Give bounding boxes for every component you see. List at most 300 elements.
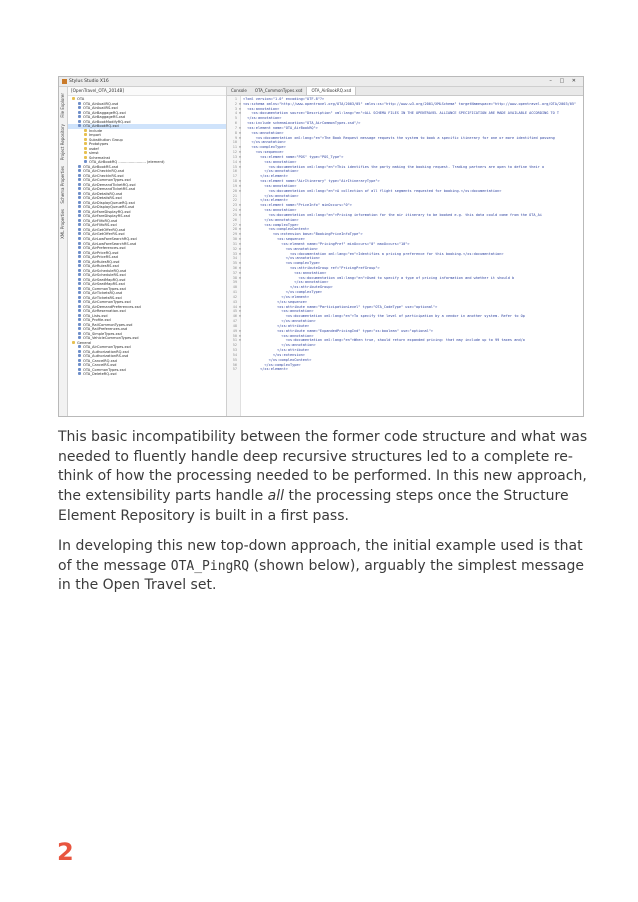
line-number: 27: [232, 222, 237, 227]
code-line-text: </xs:annotation>: [243, 193, 299, 198]
code-line-text: <xs:annotation>: [243, 208, 297, 213]
code-line-text: </xs:complexType>: [243, 362, 301, 367]
file-icon: [78, 260, 81, 263]
line-number: 4: [234, 111, 237, 116]
tree-item-label: OTA_AirTicketsRS.xsd: [83, 295, 122, 300]
code-line-text: <xs:attribute name="ParticipationLevel" type="OTA_CodeType" use="optional">: [243, 304, 438, 309]
file-icon: [78, 214, 81, 217]
tree-item-label: OTA_AirDisplayQueueRQ.xsd: [83, 200, 135, 205]
line-number: 49: [232, 328, 237, 333]
line-number: 38: [232, 275, 237, 280]
code-line-text: </xs:element>: [243, 198, 288, 203]
tree-item-label: OTA_CancelRS.xsd: [83, 363, 117, 368]
code-line-text: <?xml version="1.0" encoding="UTF-8"?>: [243, 97, 325, 101]
tree-item-label: xsdef: [89, 146, 99, 151]
line-number: 15: [232, 164, 237, 169]
line-number: 18: [232, 179, 237, 184]
line-number: 32: [232, 246, 237, 251]
file-icon: [78, 300, 81, 303]
tree-item-label: Substitution Group: [89, 137, 123, 142]
line-number: 23: [232, 203, 237, 208]
folder-icon: [84, 138, 87, 141]
code-line-text: <xs:schema xmlns="http://www.opentravel.org/OTA/2003/05" xmlns:xs="http://www.w3.org/2001/XMLSchema" targetNamespace="http://www.opentravel.org/OTA/2003/05": [243, 101, 577, 106]
code-lines: [227, 97, 583, 372]
folder-icon: [84, 151, 87, 154]
tree-item-label: OTA_AirFlifoRS.xsd: [83, 223, 117, 228]
code-line: [227, 102, 583, 107]
file-icon: [78, 242, 81, 245]
line-number: 16: [232, 169, 237, 174]
file-icon: [78, 264, 81, 267]
file-icon: [78, 196, 81, 199]
tab-ota-airbookrq[interactable]: OTA_AirBookRQ.xsd: [306, 87, 356, 95]
tree-item-label: OTA_AirScheduleRQ.xsd: [83, 268, 127, 273]
file-icon: [78, 210, 81, 213]
line-number: 37: [232, 270, 237, 275]
tree-item-label: Import: [89, 133, 101, 138]
tree-item-label: OTA_AirCheckInRS.xsd: [83, 173, 124, 178]
tree-item-label: OTA_RailCommonTypes.xsd: [83, 322, 133, 327]
file-icon: [78, 296, 81, 299]
file-icon: [78, 120, 81, 123]
fold-marker[interactable]: ⊟: [238, 314, 242, 319]
tree-item-label: OTA_AirBookRQ ........................ (element): [89, 160, 165, 165]
code-area[interactable]: [227, 96, 583, 416]
file-icon: [78, 278, 81, 281]
tree-item-label: OTA_AuthorizationRQ.xsd: [83, 349, 129, 354]
code-line-text: <xs:documentation xml:lang="en">The Book Request message requests the system to book a specific itinerary for one or more identified passeng: [243, 135, 555, 140]
code-line-text: <xs:annotation>: [243, 183, 297, 188]
file-icon: [78, 106, 81, 109]
fold-marker[interactable]: ⊟: [238, 208, 242, 213]
fold-marker[interactable]: ⊟: [238, 164, 242, 169]
line-number: 50: [232, 333, 237, 338]
line-number: 41: [232, 290, 237, 295]
fold-marker[interactable]: ⊟: [238, 265, 242, 270]
file-icon: [78, 246, 81, 249]
tree-item-label: OTA_AirBookRQ.xsd: [83, 124, 119, 129]
line-number: 54: [232, 352, 237, 357]
tree-item-label: Include: [89, 128, 103, 133]
code-line-text: </xs:element>: [243, 367, 288, 372]
tree-item-label: OTA_AirBookModifyRQ.xsd: [83, 119, 131, 124]
tree-item-label: OTA_AirTicketsRQ.xsd: [83, 291, 123, 296]
file-icon: [78, 251, 81, 254]
line-number: 43: [232, 299, 237, 304]
fold-marker[interactable]: ⊟: [238, 232, 242, 237]
tree-item-label: OTA_AirDisplayQueueRS.xsd: [83, 205, 135, 210]
tree-item-label: OTA_AirCheckInRQ.xsd: [83, 169, 125, 174]
line-number: 40: [232, 285, 237, 290]
line-number: 51: [232, 338, 237, 343]
folder-icon: [84, 156, 87, 159]
code-line-text: <xs:element name="PricingPref" minOccurs="0" maxOccurs="10">: [243, 241, 410, 246]
line-number: 14: [232, 159, 237, 164]
fold-marker[interactable]: ⊟: [238, 275, 242, 280]
line-number: 44: [232, 304, 237, 309]
tree-item-label: OTA_AirDetailsRQ.xsd: [83, 191, 123, 196]
line-number: 31: [232, 241, 237, 246]
line-number: 28: [232, 227, 237, 232]
line-number: 9: [234, 135, 237, 140]
file-icon: [78, 345, 81, 348]
file-icon: [78, 287, 81, 290]
app-icon: [62, 79, 67, 84]
file-icon: [78, 169, 81, 172]
file-icon: [78, 187, 81, 190]
line-number: 21: [232, 193, 237, 198]
tree-item-label: OTA_AirCommonTypes.xsd: [83, 345, 131, 350]
code-line-text: </xs:annotation>: [243, 319, 316, 324]
code-line-text: </xs:sequence>: [243, 299, 308, 304]
code-line-text: <xs:sequence>: [243, 237, 305, 242]
tree-item-label: OTA_AirSeatMapRQ.xsd: [83, 277, 126, 282]
side-tab-strip: [59, 87, 68, 416]
folder-icon: [84, 147, 87, 150]
line-number: 47: [232, 319, 237, 324]
tree-list: [68, 96, 226, 377]
fold-marker[interactable]: ⊟: [238, 179, 242, 184]
line-number: 46: [232, 314, 237, 319]
file-icon: [78, 359, 81, 362]
file-icon: [78, 178, 81, 181]
code-line-text: </xs:element>: [243, 294, 310, 299]
file-icon: [78, 115, 81, 118]
code-line-text: <xs:documentation xml:lang="en">Pricing information for the air itinerary to be booked e.g. this data could come from the OTA_Ai: [243, 212, 542, 217]
code-line-text: </xs:complexType>: [243, 290, 323, 295]
line-number: 29: [232, 232, 237, 237]
side-tab[interactable]: XML Properties: [60, 209, 65, 240]
line-number: 30: [232, 237, 237, 242]
code-line-text: </xs:extension>: [243, 352, 305, 357]
code-line-text: </xs:attribute>: [243, 348, 310, 353]
code-line-text: </xs:complexContent>: [243, 357, 312, 362]
file-icon: [78, 305, 81, 308]
tree-item-label: OTA_AirAvailRS.xsd: [83, 106, 118, 111]
code-line-text: <xs:complexType>: [243, 261, 320, 266]
tree-item-label: OTA_AirLowFareSearchRQ.xsd: [83, 236, 137, 241]
tree-item-label: OTA_AirCommonTypes.xsd: [83, 178, 131, 183]
file-icon: [78, 336, 81, 339]
line-number: 57: [232, 367, 237, 372]
message-code-name: OTA_PingRQ: [170, 558, 250, 574]
line-number: 26: [232, 217, 237, 222]
tree-item-label: OTA_CommonTypes.xsd: [83, 367, 126, 372]
line-number: 24: [232, 208, 237, 213]
file-icon: [78, 354, 81, 357]
tree-item-label: OTA_AirPreferences.xsd: [83, 246, 126, 251]
code-line-text: </xs:annotation>: [243, 256, 320, 261]
editor-tab-bar: [227, 87, 583, 96]
line-number: 13: [232, 154, 237, 159]
tree-item-label: OTA_AirLowFareSearchRS.xsd: [83, 241, 137, 246]
file-icon: [78, 282, 81, 285]
line-number: 52: [232, 343, 237, 348]
fold-marker[interactable]: ⊟: [238, 251, 242, 256]
file-icon: [78, 165, 81, 168]
code-line-text: <xs:element name="POS" type="POS_Type">: [243, 154, 344, 159]
code-line-text: <xs:attribute name="ExpandedPricingInd" type="xs:boolean" use="optional">: [243, 328, 434, 333]
file-icon: [84, 160, 87, 163]
tree-item-label: SchemaInst: [89, 155, 111, 160]
file-icon: [78, 111, 81, 114]
code-line-text: <xs:documentation xml:lang="en">To specify the level of participation by a vendor in another system. Refer to Op: [243, 314, 525, 319]
line-number: 2: [234, 101, 237, 106]
tree-item-label: OTA_AirAvailRQ.xsd: [83, 101, 119, 106]
tree-item-label: OTA_AirDemandTicketRS.xsd: [83, 187, 136, 192]
code-line-text: <xs:annotation>: [243, 309, 314, 314]
file-icon: [78, 232, 81, 235]
code-editor: [227, 87, 583, 416]
line-number: 12: [232, 150, 237, 155]
code-line-text: <xs:complexType>: [243, 145, 286, 150]
line-number: 6: [234, 121, 237, 126]
fold-marker[interactable]: ⊟: [238, 227, 242, 232]
code-line-text: <xs:documentation xml:lang="en">Identifies a pricing preference for this booking.</xs:documentation>: [243, 251, 504, 256]
line-number: 1: [234, 97, 237, 101]
fold-marker[interactable]: ⊟: [238, 111, 242, 116]
fold-marker[interactable]: ⊟: [238, 188, 242, 193]
fold-marker[interactable]: ⊟: [238, 328, 242, 333]
folder-icon: [72, 97, 75, 100]
file-icon: [78, 314, 81, 317]
ide-title-bar: [59, 77, 583, 87]
fold-marker[interactable]: ⊟: [238, 212, 242, 217]
file-icon: [78, 102, 81, 105]
paragraph-1-text: This basic incompatibility between the former code structure and what was needed to fluently handle deep recursive structures led to a complete re-think of how the processing needed to be performed. In this new approach, the extensibility parts handle: [58, 429, 588, 505]
tree-item-label: OTA_AirDetailsRS.xsd: [83, 196, 122, 201]
line-number: 8: [234, 130, 237, 135]
fold-marker[interactable]: ⊟: [238, 246, 242, 251]
code-line-text: <xs:element name="OTA_AirBookRQ">: [243, 125, 318, 130]
file-icon: [78, 291, 81, 294]
tree-item-label: OTA_AirSeatMapRS.xsd: [83, 282, 125, 287]
fold-marker[interactable]: ⊟: [238, 150, 242, 155]
line-number: 55: [232, 357, 237, 362]
paragraph-1-text-end: the processing steps once the Structure Element Repository is built in a first pass.: [58, 488, 569, 524]
file-icon: [78, 269, 81, 272]
folder-icon: [84, 133, 87, 136]
file-icon: [78, 237, 81, 240]
file-icon: [78, 219, 81, 222]
code-line-text: <xs:documentation source="Description" xml:lang="en">ALL SCHEMA FILES IN THE OPENTRAVEL ALLIANCE SPECIFICATION ARE MADE AVAILABLE ACCORDING TO T: [243, 111, 560, 116]
fold-marker[interactable]: ⊟: [238, 338, 242, 343]
paragraph-1: [58, 428, 588, 527]
tree-item-label: OTA_AirFareDisplayRQ.xsd: [83, 209, 131, 214]
code-line-text: </xs:annotation>: [243, 169, 299, 174]
tree-item-label: OTA_CommonTypes.xsd: [83, 286, 126, 291]
tree-item-label: OTA_AirDemandTicketRQ.xsd: [83, 182, 136, 187]
code-line-text: </xs:element>: [243, 174, 288, 179]
code-line-text: </xs:annotation>: [243, 280, 329, 285]
tree-item-label: OTA_AirFlifoRQ.xsd: [83, 218, 118, 223]
fold-marker[interactable]: ⊟: [238, 270, 242, 275]
file-icon: [78, 228, 81, 231]
tree-item-label: OTA_AirPriceRQ.xsd: [83, 250, 119, 255]
fold-marker[interactable]: ⊟: [238, 237, 242, 242]
code-line-text: <xs:extension base="BookingPriceInfoType">: [243, 232, 363, 237]
line-number: 19: [232, 183, 237, 188]
file-icon: [78, 318, 81, 321]
file-icon: [78, 192, 81, 195]
line-number: 42: [232, 294, 237, 299]
tree-item-label: OTA_DeleteRQ.xsd: [83, 372, 117, 377]
fold-marker[interactable]: ⊟: [238, 159, 242, 164]
fold-marker[interactable]: ⊟: [238, 222, 242, 227]
code-line-text: <xs:annotation>: [243, 106, 280, 111]
fold-marker[interactable]: ⊟: [238, 304, 242, 309]
line-number: 53: [232, 348, 237, 353]
folder-icon: [84, 142, 87, 145]
fold-marker[interactable]: ⊟: [238, 145, 242, 150]
file-icon: [78, 363, 81, 366]
code-line-text: <xs:include schemaLocation="OTA_AirCommonTypes.xsd"/>: [243, 121, 361, 126]
line-number: 36: [232, 265, 237, 270]
code-line-text: </xs:annotation>: [243, 343, 316, 348]
code-line-text: </xs:annotation>: [243, 217, 299, 222]
folder-icon: [72, 341, 75, 344]
tree-item-label: OTA_AirReservation.xsd: [83, 309, 126, 314]
fold-marker[interactable]: ⊟: [238, 333, 242, 338]
tree-item-label: OTA_RailPreferences.xsd: [83, 327, 128, 332]
file-icon: [78, 332, 81, 335]
code-line-text: <xs:element name="PriceInfo" minOccurs="0">: [243, 203, 352, 208]
fold-marker[interactable]: ⊟: [238, 309, 242, 314]
tree-item-label: OTA_CancelRQ.xsd: [83, 358, 117, 363]
tree-item-label: OTA_VehicleCommonTypes.xsd: [83, 336, 139, 341]
file-icon: [78, 183, 81, 186]
fold-marker[interactable]: ⊟: [238, 130, 242, 135]
file-icon: [78, 201, 81, 204]
file-icon: [78, 223, 81, 226]
tree-item[interactable]: [68, 372, 226, 377]
code-line-text: <xs:documentation xml:lang="en">When true, should return expanded pricing: that may include up to 99 taxes and/o: [243, 338, 525, 343]
tree-item-label: OTA_AirBookRS.xsd: [83, 164, 119, 169]
code-line-text: <xs:annotation>: [243, 270, 327, 275]
file-icon: [78, 372, 81, 375]
line-number: 33: [232, 251, 237, 256]
side-tab[interactable]: File Explorer: [60, 93, 65, 118]
line-number: 39: [232, 280, 237, 285]
code-line-text: <xs:annotation>: [243, 159, 297, 164]
line-number: 56: [232, 362, 237, 367]
tree-item-label: OTA_AuthorizationRS.xsd: [83, 354, 129, 359]
code-line-text: </xs:attributeGroup>: [243, 285, 333, 290]
code-line-text: <xs:sequence>: [243, 150, 284, 155]
fold-marker[interactable]: ⊟: [238, 154, 242, 159]
tree-item-label: General: [77, 340, 92, 345]
side-tab[interactable]: Schema Properties: [60, 165, 65, 204]
tab-ota-commontypes[interactable]: OTA_CommonTypes.xsd: [254, 88, 303, 93]
page-number: 2: [57, 838, 74, 866]
file-icon: [78, 174, 81, 177]
line-number: 5: [234, 116, 237, 121]
tree-header: [OpenTravel_OTA_2014B]: [68, 87, 226, 96]
tree-item-label: OTA_SimpleTypes.xsd: [83, 331, 122, 336]
line-number: 10: [232, 140, 237, 145]
file-icon: [78, 368, 81, 371]
file-icon: [78, 124, 81, 127]
tree-item-label: OTA_AirGetOfferRQ.xsd: [83, 227, 126, 232]
paragraph-2: [58, 537, 588, 596]
code-line-text: </xs:attribute>: [243, 323, 310, 328]
code-line-text: <xs:documentation xml:lang="en">Used to specify a type of pricing information and whether it should b: [243, 275, 515, 280]
tree-item-label: OTA_Profile.xsd: [83, 318, 111, 323]
line-number: 22: [232, 198, 237, 203]
tree-item-label: OTA_AirScheduleRS.xsd: [83, 273, 126, 278]
window-controls[interactable]: – □ ✕: [549, 78, 579, 84]
tree-item-label: OTA_AirRulesRS.xsd: [83, 264, 119, 269]
tree-item-label: OTA_AirGetOfferRS.xsd: [83, 232, 125, 237]
tree-item-label: OTA_AirBaggageRQ.xsd: [83, 110, 126, 115]
tree-item-label: simst: [89, 151, 99, 156]
fold-marker[interactable]: ⊟: [238, 203, 242, 208]
code-line-text: <xs:annotation>: [243, 333, 314, 338]
line-number: 3: [234, 106, 237, 111]
line-number: 25: [232, 212, 237, 217]
file-icon: [78, 309, 81, 312]
code-line-text: <xs:documentation xml:lang="en">A collection of all flight segments requested for booking.</xs:documentation>: [243, 188, 502, 193]
folder-icon: [84, 129, 87, 132]
code-line: [227, 367, 583, 372]
tree-item-label: OTA_AirRulesRQ.xsd: [83, 259, 120, 264]
tree-item-label: OTA_AirFareDisplayRS.xsd: [83, 214, 130, 219]
line-number: 48: [232, 323, 237, 328]
file-icon: [78, 273, 81, 276]
code-line-text: <xs:element name="AirItinerary" type="AirItineraryType">: [243, 179, 380, 184]
tree-item-label: OTA_AirDemandPreferences.xsd: [83, 304, 141, 309]
code-line-text: </xs:annotation>: [243, 116, 282, 121]
paragraph-2-text-end: (shown below), arguably the simplest message in the Open Travel set.: [58, 557, 584, 594]
file-icon: [78, 350, 81, 353]
tree-item-label: Prototypes: [89, 142, 109, 147]
file-icon: [78, 327, 81, 330]
line-number: 20: [232, 188, 237, 193]
line-number: 34: [232, 256, 237, 261]
code-line-text: <xs:annotation>: [243, 130, 284, 135]
tree-item-label: OTA_Lists.xsd: [83, 313, 108, 318]
file-icon: [78, 323, 81, 326]
file-explorer-tree: [68, 87, 227, 416]
code-line-text: <xs:documentation xml:lang="en">This identifies the party making the booking request. Trading partners are open to define their o: [243, 164, 545, 169]
ide-screenshot: [58, 76, 584, 417]
code-line-text: </xs:annotation>: [243, 140, 286, 145]
fold-marker[interactable]: ⊟: [238, 125, 242, 130]
fold-marker[interactable]: ⊟: [238, 261, 242, 266]
file-icon: [78, 205, 81, 208]
line-number: 17: [232, 174, 237, 179]
fold-marker[interactable]: ⊟: [238, 183, 242, 188]
tab-console[interactable]: Console: [231, 88, 247, 93]
tree-item-label: OTA_AirCommonTypes.xsd: [83, 300, 131, 305]
tree-item-label: OTA: [77, 97, 85, 101]
line-number: 11: [232, 145, 237, 150]
tree-item-label: OTA_AirBaggageRS.xsd: [83, 115, 126, 120]
fold-marker[interactable]: ⊟: [238, 106, 242, 111]
code-line-text: <xs:annotation>: [243, 246, 318, 251]
side-tab[interactable]: Project Repository: [60, 123, 65, 160]
ide-window-title: Stylus Studio X16: [69, 79, 109, 84]
paragraph-1-emphasis: all: [267, 488, 284, 505]
fold-marker[interactable]: ⊟: [238, 135, 242, 140]
line-number: 35: [232, 261, 237, 266]
line-number: 45: [232, 309, 237, 314]
code-line-text: <xs:attributeGroup ref="PricingPrefGroup">: [243, 265, 380, 270]
line-number: 7: [234, 125, 237, 130]
paragraph-2-text: In developing this new top-down approach, the initial example used is that of the message: [58, 538, 583, 574]
fold-marker[interactable]: ⊟: [238, 241, 242, 246]
fold-marker[interactable]: ⊟: [238, 101, 242, 106]
